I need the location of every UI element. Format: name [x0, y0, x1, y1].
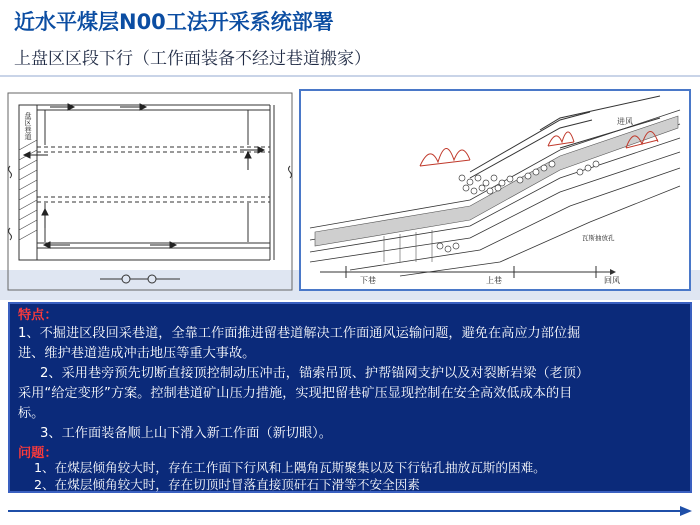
label-drainage: 瓦斯抽放孔	[582, 234, 615, 242]
problems-line-2: 2、在煤层倾角较大时，存在切顶时冒落直接顶矸石下滑等不安全因素	[34, 477, 420, 492]
problems-heading: 问题：	[18, 446, 58, 461]
problems-line-1: 1、在煤层倾角较大时，存在工作面下行风和上隅角瓦斯聚集以及下行钻孔抽放瓦斯的困难。	[34, 460, 546, 475]
features-heading: 特点：	[18, 308, 58, 323]
features-line-1: 1、不掘进区段回采巷道，全靠工作面推进留巷道解决工作面通风运输问题，避免在高应力部位掘	[18, 326, 581, 341]
features-line-5: 标。	[18, 406, 45, 421]
page-subtitle: 上盘区区段下行（工作面装备不经过巷道搬家）	[14, 49, 371, 69]
mining-layout-diagram	[0, 78, 700, 300]
label-airflow-return: 回风	[604, 276, 620, 285]
label-airflow-in: 进风	[617, 117, 633, 126]
label-upper-roadway: 上巷	[486, 276, 502, 285]
page-title: 近水平煤层N00工法开采系统部署	[14, 10, 334, 34]
description-panel	[8, 302, 692, 493]
panel-roadway-label: 盘区巷道	[24, 112, 32, 140]
bottom-arrow-line	[8, 504, 692, 518]
label-lower-roadway: 下巷	[360, 276, 376, 285]
section-view	[300, 90, 690, 290]
features-line-6: 3、工作面装备顺上山下滑入新工作面（新切眼）。	[40, 426, 332, 441]
features-line-4: 采用“给定变形”方案。控制巷道矿山压力措施，实现把留巷矿压显现控制在安全高效低成本的目	[18, 386, 573, 401]
title-divider	[0, 75, 700, 77]
features-line-2: 进、维护巷道造成冲击地压等重大事故。	[18, 346, 256, 361]
features-line-3: 2、采用巷旁预先切断直接顶控制动压冲击，锚索吊顶、护帮锚网支护以及对裂断岩梁（老顶）	[40, 366, 590, 381]
